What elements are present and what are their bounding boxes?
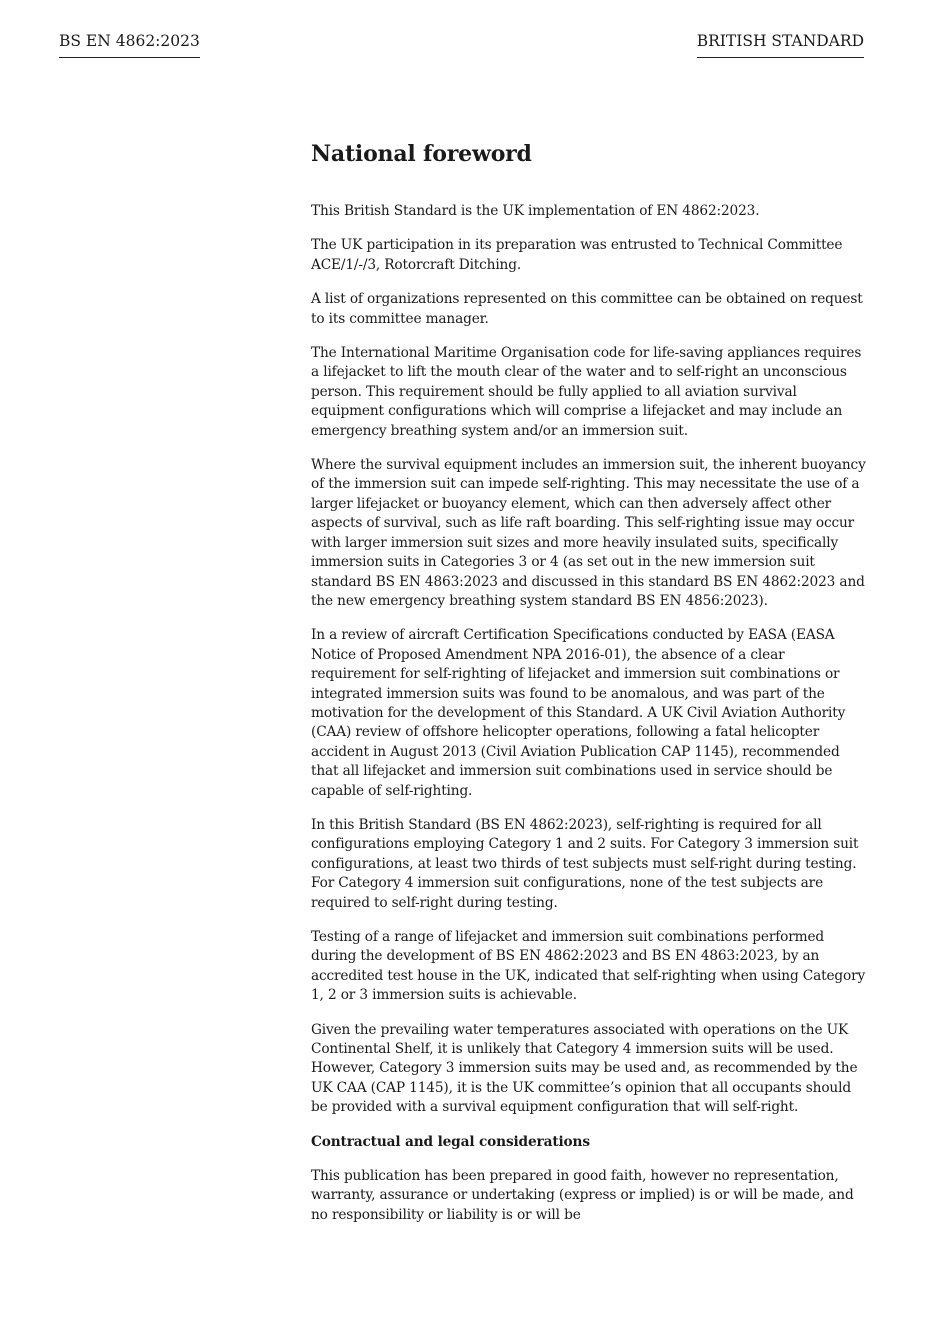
page-title: National foreword [311, 141, 532, 167]
paragraph-good-faith: This publication has been prepared in good faith, however no representation, warranty, assurance or undertaking (express or implied) is or will be made, and no responsibility or liability is or will be [311, 1168, 854, 1223]
section-heading-contractual: Contractual and legal considerations [311, 1133, 590, 1150]
paragraph-water-temperatures: Given the prevailing water temperatures associated with operations on the UK Continental Shelf, it is unlikely that Category 4 immersion suits will be used. However, Category 3 immersion suits may be used and, as recommended by the UK CAA (CAP 1145), it is the UK committee’s opinion that all occupants should be provided with a survival equipment configuration that will self-right. [311, 1021, 858, 1116]
main-content [311, 139, 866, 1240]
document-designation: BS EN 4862:2023 [59, 31, 200, 58]
paragraph-self-righting-requirements: In this British Standard (BS EN 4862:2023), self-righting is required for all configurations employing Category 1 and 2 suits. For Category 3 immersion suit configurations, at least two thirds of test subjects must self-right during testing. For Category 4 immersion suit configurations, none of the test subjects are required to self-right during testing. [311, 816, 859, 911]
paragraph-organizations: A list of organizations represented on this committee can be obtained on request to its committee manager. [311, 291, 863, 327]
paragraph-easa-review: In a review of aircraft Certification Specifications conducted by EASA (EASA Notice of Proposed Amendment NPA 2016-01), the absence of a clear requirement for self-righting of lifejacket and immersion suit combinations or integrated immersion suits was found to be anomalous, and was part of the motivation for the development of this Standard. A UK Civil Aviation Authority (CAA) review of offshore helicopter operations, following a fatal helicopter accident in August 2013 (Civil Aviation Publication CAP 1145), recommended that all lifejacket and immersion suit combinations used in service should be capable of self-righting. [311, 627, 846, 799]
paragraph-testing: Testing of a range of lifejacket and immersion suit combinations performed during the development of BS EN 4862:2023 and BS EN 4863:2023, by an accredited test house in the UK, indicated that self-righting when using Category 1, 2 or 3 immersion suits is achievable. [311, 929, 866, 1004]
paragraph-immersion-suit-buoyancy: Where the survival equipment includes an immersion suit, the inherent buoyancy of the immersion suit can impede self-righting. This may necessitate the use of a larger lifejacket or buoyancy element, which can then adversely affect other aspects of survival, such as life raft boarding. This self-righting issue may occur with larger immersion suit sizes and more heavily insulated suits, specifically immersion suits in Categories 3 or 4 (as set out in the new immersion suit standard BS EN 4863:2023 and discussed in this standard BS EN 4862:2023 and the new emergency breathing system standard BS EN 4856:2023). [311, 457, 866, 609]
paragraph-imo-code: The International Maritime Organisation code for life-saving appliances requires a lifejacket to lift the mouth clear of the water and to self-right an unconscious person. This requirement should be fully applied to all aviation survival equipment configurations which will comprise a lifejacket and may include an emergency breathing system and/or an immersion suit. [311, 345, 862, 439]
paragraph-committee: The UK participation in its preparation was entrusted to Technical Committee ACE/1/-/3, Rotorcraft Ditching. [311, 237, 843, 273]
standard-type-label: BRITISH STANDARD [697, 31, 864, 58]
paragraph-implementation: This British Standard is the UK implementation of EN 4862:2023. [311, 203, 760, 219]
